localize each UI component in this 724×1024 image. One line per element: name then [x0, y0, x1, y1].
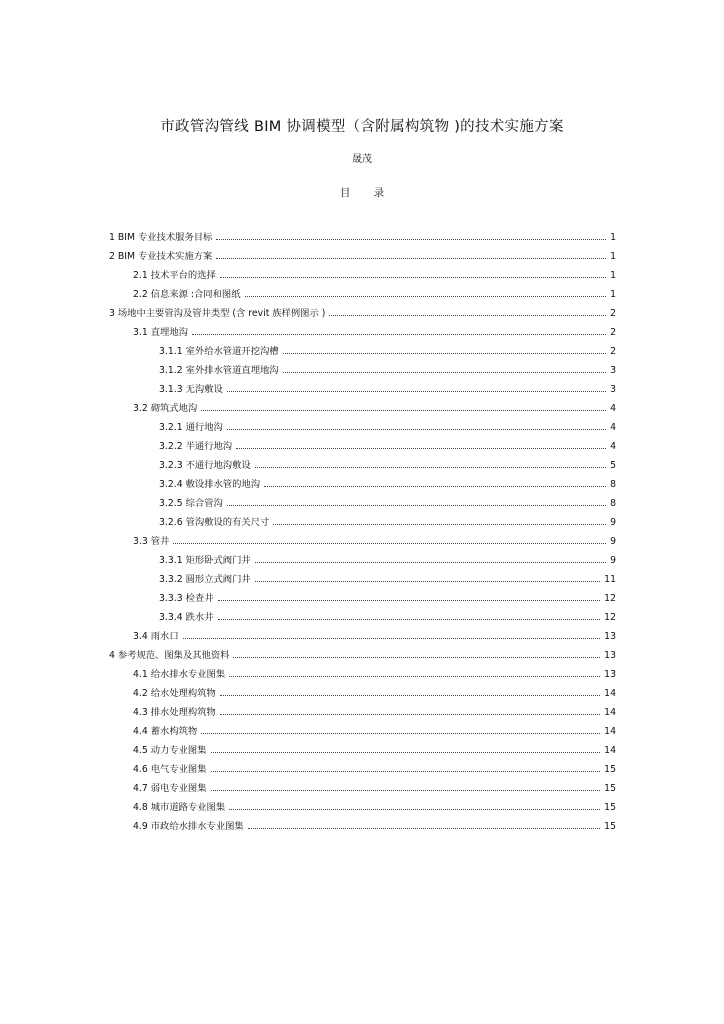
toc-entry-label: 4.7 弱电专业图集: [133, 783, 207, 794]
toc-entry-label: 4.3 排水处理构筑物: [133, 707, 216, 718]
toc-entry[interactable]: [109, 813, 616, 832]
toc-leader-dots: [218, 618, 601, 620]
toc-entry-label: 4.6 电气专业图集: [133, 764, 207, 775]
toc-entry[interactable]: [109, 604, 616, 623]
toc-entry[interactable]: [109, 357, 616, 376]
toc-entry-label: 4 参考规范、图集及其他资料: [109, 650, 230, 661]
toc-leader-dots: [220, 713, 600, 715]
toc-entry-label: 4.2 给水处理构筑物: [133, 688, 216, 699]
toc-leader-dots: [255, 561, 606, 563]
toc-leader-dots: [283, 371, 606, 373]
toc-entry-label: 2.1 技术平台的选择: [133, 270, 216, 281]
toc-entry[interactable]: [109, 281, 616, 300]
toc-entry-label: 4.4 蓄水构筑物: [133, 726, 198, 737]
toc-entry[interactable]: [109, 471, 616, 490]
document-title: 市政管沟管线 BIM 协调模型（含附属构筑物 )的技术实施方案: [160, 119, 564, 135]
toc-leader-dots: [273, 523, 606, 525]
toc-leader-dots: [211, 751, 601, 753]
toc-entry-page: 14: [604, 726, 616, 737]
toc-entry-label: 4.1 给水排水专业图集: [133, 669, 226, 680]
toc-entry-page: 2: [610, 308, 616, 319]
toc-entry[interactable]: [109, 547, 616, 566]
toc-leader-dots: [211, 770, 601, 772]
toc-leader-dots: [183, 637, 601, 639]
toc-entry-page: 13: [604, 631, 616, 642]
toc-entry-label: 3.1.3 无沟敷设: [159, 384, 223, 395]
toc-entry[interactable]: [109, 566, 616, 585]
toc-leader-dots: [220, 694, 600, 696]
toc-entry-page: 2: [610, 327, 616, 338]
toc-leader-dots: [229, 675, 600, 677]
toc-leader-dots: [255, 466, 606, 468]
toc-entry-label: 3.1.1 室外给水管道开挖沟槽: [159, 346, 279, 357]
toc-entry-label: 3.4 雨水口: [133, 631, 179, 642]
toc-entry-page: 14: [604, 745, 616, 756]
toc-entry-label: 3.3.1 矩形卧式阀门井: [159, 555, 251, 566]
toc-leader-dots: [229, 808, 600, 810]
toc-entry-page: 2: [610, 346, 616, 357]
toc-entry[interactable]: [109, 718, 616, 737]
toc-entry-label: 1 BIM 专业技术服务目标: [109, 232, 213, 243]
toc-entry-label: 3.3.3 检查井: [159, 593, 214, 604]
toc-entry[interactable]: [109, 775, 616, 794]
toc-entry-page: 8: [610, 479, 616, 490]
toc-leader-dots: [255, 580, 600, 582]
toc-entry[interactable]: [109, 376, 616, 395]
toc-entry[interactable]: [109, 509, 616, 528]
toc-entry-page: 5: [610, 460, 616, 471]
toc-entry-label: 3.1 直埋地沟: [133, 327, 188, 338]
toc-entry[interactable]: [109, 680, 616, 699]
toc-leader-dots: [201, 409, 606, 411]
document-author: 晟茂: [352, 154, 372, 165]
toc-entry[interactable]: [109, 433, 616, 452]
toc-entry-page: 8: [610, 498, 616, 509]
toc-leader-dots: [233, 656, 600, 658]
toc-entry[interactable]: [109, 623, 616, 642]
toc-entry[interactable]: [109, 794, 616, 813]
toc-entry-page: 1: [610, 232, 616, 243]
toc-heading: 目 录: [339, 187, 395, 199]
table-of-contents: [109, 224, 616, 832]
toc-leader-dots: [173, 542, 606, 544]
toc-entry-label: 2 BIM 专业技术实施方案: [109, 251, 213, 262]
toc-entry-page: 14: [604, 707, 616, 718]
toc-entry-label: 3.2.4 敷设排水管的地沟: [159, 479, 260, 490]
toc-leader-dots: [329, 314, 606, 316]
toc-entry-label: 3.2.5 综合管沟: [159, 498, 223, 509]
toc-entry-label: 3.1.2 室外排水管道直埋地沟: [159, 365, 279, 376]
toc-leader-dots: [236, 447, 606, 449]
toc-leader-dots: [220, 276, 606, 278]
toc-leader-dots: [218, 599, 601, 601]
toc-leader-dots: [245, 295, 607, 297]
toc-entry-label: 4.9 市政给水排水专业图集: [133, 821, 244, 832]
toc-entry[interactable]: [109, 300, 616, 319]
toc-entry-label: 3.3.4 跌水井: [159, 612, 214, 623]
toc-entry-label: 3.2.6 管沟敷设的有关尺寸: [159, 517, 270, 528]
toc-entry-label: 3.2.2 半通行地沟: [159, 441, 233, 452]
toc-leader-dots: [216, 257, 606, 259]
toc-entry-page: 3: [610, 365, 616, 376]
toc-entry[interactable]: [109, 452, 616, 471]
toc-entry[interactable]: [109, 699, 616, 718]
toc-entry-label: 3.2 砌筑式地沟: [133, 403, 198, 414]
toc-entry[interactable]: [109, 490, 616, 509]
toc-entry[interactable]: [109, 528, 616, 547]
toc-entry-page: 15: [604, 802, 616, 813]
toc-entry-page: 14: [604, 688, 616, 699]
toc-entry-label: 3.3.2 圆形立式阀门井: [159, 574, 251, 585]
toc-entry-page: 12: [604, 612, 616, 623]
toc-entry-page: 4: [610, 441, 616, 452]
toc-leader-dots: [227, 428, 606, 430]
toc-entry-page: 4: [610, 422, 616, 433]
toc-entry-label: 3.2.1 通行地沟: [159, 422, 223, 433]
toc-entry-page: 13: [604, 650, 616, 661]
toc-leader-dots: [248, 827, 600, 829]
toc-entry[interactable]: [109, 661, 616, 680]
toc-leader-dots: [227, 390, 606, 392]
toc-entry[interactable]: [109, 414, 616, 433]
toc-entry-page: 3: [610, 384, 616, 395]
toc-entry[interactable]: [109, 262, 616, 281]
toc-entry-page: 9: [610, 555, 616, 566]
toc-entry-page: 13: [604, 669, 616, 680]
toc-entry-page: 4: [610, 403, 616, 414]
toc-entry[interactable]: [109, 585, 616, 604]
toc-entry-label: 4.8 城市道路专业图集: [133, 802, 226, 813]
toc-entry-page: 12: [604, 593, 616, 604]
toc-entry[interactable]: [109, 737, 616, 756]
toc-entry[interactable]: [109, 224, 616, 243]
toc-entry-page: 15: [604, 783, 616, 794]
toc-entry-page: 15: [604, 821, 616, 832]
toc-entry-page: 1: [610, 251, 616, 262]
toc-leader-dots: [216, 238, 606, 240]
toc-leader-dots: [192, 333, 606, 335]
toc-entry[interactable]: [109, 338, 616, 357]
toc-entry-page: 11: [604, 574, 616, 585]
toc-entry[interactable]: [109, 319, 616, 338]
toc-leader-dots: [211, 789, 601, 791]
toc-entry-label: 2.2 信息来源 :合同和图纸: [133, 289, 241, 300]
toc-entry-page: 9: [610, 517, 616, 528]
toc-entry[interactable]: [109, 756, 616, 775]
toc-entry-label: 3.3 管井: [133, 536, 170, 547]
toc-leader-dots: [227, 504, 606, 506]
toc-leader-dots: [201, 732, 600, 734]
toc-entry-label: 3.2.3 不通行地沟敷设: [159, 460, 251, 471]
toc-entry-page: 9: [610, 536, 616, 547]
toc-entry[interactable]: [109, 642, 616, 661]
toc-entry-page: 1: [610, 289, 616, 300]
toc-entry-page: 1: [610, 270, 616, 281]
toc-leader-dots: [283, 352, 606, 354]
toc-entry-label: 3 场地中主要管沟及管井类型 (含 revit 族样例图示 ): [109, 308, 326, 319]
toc-entry[interactable]: [109, 243, 616, 262]
toc-entry-page: 15: [604, 764, 616, 775]
toc-entry[interactable]: [109, 395, 616, 414]
toc-leader-dots: [264, 485, 606, 487]
toc-entry-label: 4.5 动力专业图集: [133, 745, 207, 756]
